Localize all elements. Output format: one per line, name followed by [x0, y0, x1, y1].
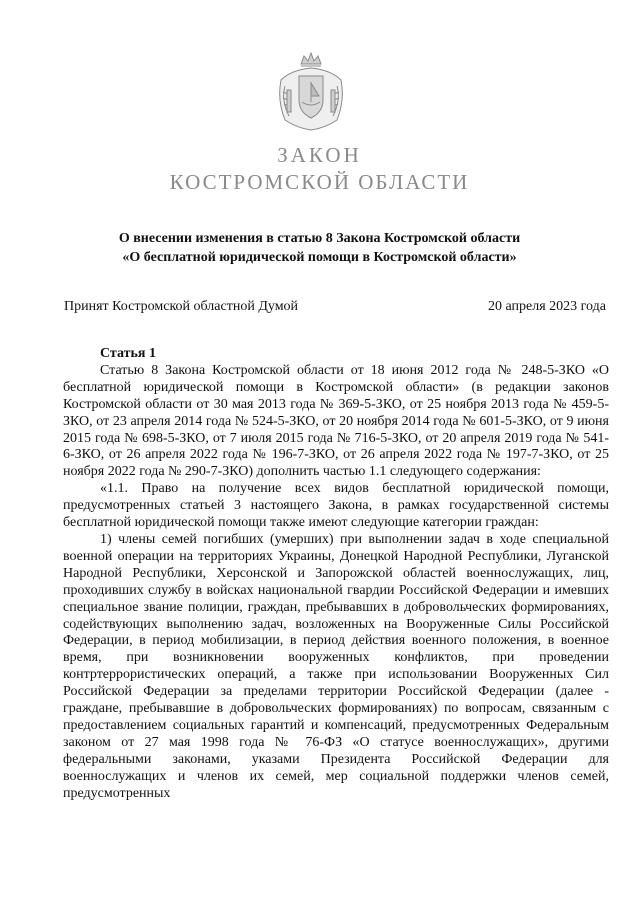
- article-content: [63, 346, 609, 802]
- region-heading: КОСТРОМСКОЙ ОБЛАСТИ: [169, 170, 470, 194]
- coat-of-arms-icon: [271, 50, 351, 132]
- adopted-by: Принят Костромской областной Думой: [64, 299, 299, 314]
- law-heading: ЗАКОН: [277, 143, 362, 167]
- title-line-2: «О бесплатной юридической помощи в Костромской области»: [122, 250, 517, 265]
- article-paragraph-3: 1) члены семей погибших (умерших) при выполнении задач в ходе специальной военной операции на территориях Украины, Донецкой Народной Республики, Луганской Народной Республики, Херсонской и Запорожской областей военнослужащих, лиц, проходивших службу в войсках национальной гвардии Российской Федерации и имевших специальное звание полиции, граждан, пребывавших в добровольческих формированиях, содействующих выполнению задач, возложенных на Вооруженные Силы Российской Федерации, в период мобилизации, в период действия военного положения, в военное время, при возникновении вооруженных конфликтов, при проведении контртеррористических операций, а также при использовании Вооруженных Сил Российской Федерации за пределами территории Российской Федерации (далее - граждане, пребывавшие в добровольческих формированиях) по вопросам, связанным с предоставлением социальных гарантий и компенсаций, предусмотренных Федеральным законом от 27 мая 1998 года № 76-ФЗ «О статусе военнослужащих», другими федеральными законами, указами Президента Российской Федерации для военнослужащих и членов их семей, мер социальной поддержки членов семей, предусмотренных: [63, 531, 609, 801]
- document-title: [0, 229, 639, 267]
- adoption-date: 20 апреля 2023 года: [488, 299, 606, 314]
- article-paragraph-2: «1.1. Право на получение всех видов бесплатной юридической помощи, предусмотренных статьей 3 настоящего Закона, в рамках государственной системы бесплатной юридической помощи также имеют следующие категории граждан:: [63, 481, 609, 531]
- article-paragraph-1: Статью 8 Закона Костромской области от 18 июня 2012 года № 248-5-ЗКО «О бесплатной юридической помощи в Костромской области» (в редакции законов Костромской области от 30 мая 2013 года № 369-5-ЗКО, от 25 ноября 2013 года № 459-5-ЗКО, от 23 апреля 2014 года № 524-5-ЗКО, от 20 ноября 2014 года № 601-5-ЗКО, от 9 июня 2015 года № 698-5-ЗКО, от 7 июля 2015 года № 716-5-ЗКО, от 20 апреля 2019 года № 541-6-ЗКО, от 26 апреля 2022 года № 196-7-ЗКО, от 26 апреля 2022 года № 197-7-ЗКО, от 25 ноября 2022 года № 290-7-ЗКО) дополнить частью 1.1 следующего содержания:: [63, 362, 609, 480]
- article-heading: Статья 1: [100, 346, 156, 361]
- title-line-1: О внесении изменения в статью 8 Закона Костромской области: [118, 231, 521, 246]
